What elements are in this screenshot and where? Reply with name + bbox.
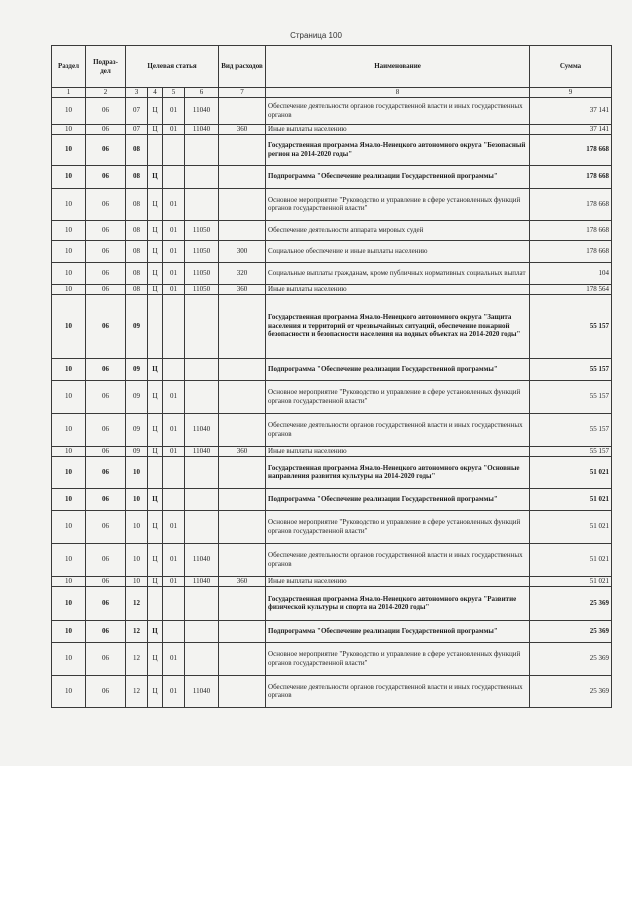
program-code-cell: 08 — [126, 262, 148, 284]
razdel-cell: 10 — [52, 97, 86, 124]
program-code-cell: 12 — [126, 620, 148, 642]
subprogram-code-cell: Ц — [148, 165, 163, 188]
razdel-cell: 10 — [52, 642, 86, 675]
name-cell: Иные выплаты населению — [266, 124, 530, 134]
event-code-cell: 01 — [163, 262, 185, 284]
table-row — [52, 124, 612, 134]
expense-type-cell — [219, 543, 266, 576]
razdel-cell: 10 — [52, 134, 86, 165]
header-razdel: Раздел — [52, 46, 86, 88]
sum-cell: 25 369 — [530, 642, 612, 675]
name-cell: Подпрограмма "Обеспечение реализации Государственной программы" — [266, 165, 530, 188]
name-cell: Основное мероприятие "Руководство и управление в сфере установленных функций органов государственной власти" — [266, 380, 530, 413]
header-summa: Сумма — [530, 46, 612, 88]
event-code-cell: 01 — [163, 576, 185, 586]
sum-cell: 51 021 — [530, 488, 612, 510]
expense-type-cell — [219, 97, 266, 124]
program-code-cell: 08 — [126, 284, 148, 294]
podrazdel-cell: 06 — [86, 413, 126, 446]
name-cell: Основное мероприятие "Руководство и управление в сфере установленных функций органов государственной власти" — [266, 642, 530, 675]
table-row — [52, 220, 612, 240]
podrazdel-cell: 06 — [86, 380, 126, 413]
subprogram-code-cell — [148, 456, 163, 488]
subprogram-code-cell: Ц — [148, 97, 163, 124]
expense-type-cell — [219, 620, 266, 642]
name-cell: Основное мероприятие "Руководство и управление в сфере установленных функций органов государственной власти" — [266, 188, 530, 220]
program-code-cell: 09 — [126, 413, 148, 446]
name-cell: Государственная программа Ямало-Ненецкого автономного округа "Защита населения и территорий от чрезвычайных ситуаций, обеспечение пожарной безопасности и безопасности населения на водных объектах на 2014-2020 годы" — [266, 294, 530, 358]
table-row — [52, 413, 612, 446]
subprogram-code-cell: Ц — [148, 413, 163, 446]
expense-type-cell — [219, 586, 266, 620]
podrazdel-cell: 06 — [86, 456, 126, 488]
sum-cell: 55 157 — [530, 358, 612, 380]
name-cell: Иные выплаты населению — [266, 284, 530, 294]
col-number: 9 — [530, 88, 612, 98]
podrazdel-cell: 06 — [86, 358, 126, 380]
sum-cell: 178 668 — [530, 134, 612, 165]
col-number: 6 — [185, 88, 219, 98]
razdel-cell: 10 — [52, 620, 86, 642]
event-code-cell — [163, 488, 185, 510]
event-code-cell: 01 — [163, 124, 185, 134]
event-code-cell — [163, 294, 185, 358]
subprogram-code-cell: Ц — [148, 620, 163, 642]
event-code-cell: 01 — [163, 97, 185, 124]
podrazdel-cell: 06 — [86, 446, 126, 456]
subprogram-code-cell: Ц — [148, 188, 163, 220]
expense-type-cell: 300 — [219, 240, 266, 262]
name-cell: Иные выплаты населению — [266, 446, 530, 456]
program-code-cell: 07 — [126, 124, 148, 134]
podrazdel-cell: 06 — [86, 586, 126, 620]
expense-type-cell — [219, 675, 266, 707]
sum-cell: 178 668 — [530, 240, 612, 262]
expense-type-cell — [219, 380, 266, 413]
event-code-cell: 01 — [163, 642, 185, 675]
podrazdel-cell: 06 — [86, 543, 126, 576]
event-code-cell — [163, 586, 185, 620]
razdel-cell: 10 — [52, 510, 86, 543]
sum-cell: 51 021 — [530, 576, 612, 586]
col-number: 8 — [266, 88, 530, 98]
table-row — [52, 134, 612, 165]
event-code-cell: 01 — [163, 675, 185, 707]
sum-cell: 178 668 — [530, 220, 612, 240]
direction-code-cell: 11050 — [185, 220, 219, 240]
razdel-cell: 10 — [52, 240, 86, 262]
program-code-cell: 07 — [126, 97, 148, 124]
program-code-cell: 10 — [126, 543, 148, 576]
program-code-cell: 12 — [126, 586, 148, 620]
program-code-cell: 09 — [126, 294, 148, 358]
program-code-cell: 09 — [126, 358, 148, 380]
program-code-cell: 10 — [126, 576, 148, 586]
razdel-cell: 10 — [52, 576, 86, 586]
razdel-cell: 10 — [52, 488, 86, 510]
sum-cell: 25 369 — [530, 586, 612, 620]
direction-code-cell — [185, 165, 219, 188]
direction-code-cell — [185, 620, 219, 642]
event-code-cell: 01 — [163, 188, 185, 220]
column-number-row — [52, 88, 612, 98]
expense-type-cell — [219, 642, 266, 675]
sum-cell: 55 157 — [530, 380, 612, 413]
program-code-cell: 09 — [126, 380, 148, 413]
table-row — [52, 446, 612, 456]
direction-code-cell: 11050 — [185, 240, 219, 262]
program-code-cell: 12 — [126, 675, 148, 707]
razdel-cell: 10 — [52, 543, 86, 576]
sum-cell: 51 021 — [530, 543, 612, 576]
subprogram-code-cell: Ц — [148, 262, 163, 284]
budget-table — [51, 45, 612, 708]
name-cell: Государственная программа Ямало-Ненецкого автономного округа "Безопасный регион на 2014-2020 годы" — [266, 134, 530, 165]
expense-type-cell — [219, 165, 266, 188]
program-code-cell: 10 — [126, 488, 148, 510]
subprogram-code-cell: Ц — [148, 675, 163, 707]
event-code-cell — [163, 134, 185, 165]
program-code-cell: 09 — [126, 446, 148, 456]
table-row — [52, 642, 612, 675]
event-code-cell — [163, 165, 185, 188]
direction-code-cell: 11040 — [185, 446, 219, 456]
program-code-cell: 08 — [126, 220, 148, 240]
table-row — [52, 586, 612, 620]
event-code-cell: 01 — [163, 510, 185, 543]
header-naimenovanie: Наименование — [266, 46, 530, 88]
name-cell: Обеспечение деятельности органов государственной власти и иных государственных органов — [266, 413, 530, 446]
event-code-cell: 01 — [163, 446, 185, 456]
header-podrazdel: Подраз-дел — [86, 46, 126, 88]
expense-type-cell — [219, 358, 266, 380]
direction-code-cell — [185, 134, 219, 165]
event-code-cell — [163, 456, 185, 488]
podrazdel-cell: 06 — [86, 284, 126, 294]
table-row — [52, 510, 612, 543]
direction-code-cell — [185, 488, 219, 510]
podrazdel-cell: 06 — [86, 488, 126, 510]
name-cell: Подпрограмма "Обеспечение реализации Государственной программы" — [266, 488, 530, 510]
podrazdel-cell: 06 — [86, 124, 126, 134]
program-code-cell: 10 — [126, 456, 148, 488]
table-row — [52, 358, 612, 380]
subprogram-code-cell: Ц — [148, 240, 163, 262]
table-header-row — [52, 46, 612, 88]
table-row — [52, 488, 612, 510]
event-code-cell — [163, 620, 185, 642]
podrazdel-cell: 06 — [86, 642, 126, 675]
header-vid-rashodov: Вид расходов — [219, 46, 266, 88]
table-row — [52, 456, 612, 488]
direction-code-cell: 11040 — [185, 124, 219, 134]
razdel-cell: 10 — [52, 456, 86, 488]
direction-code-cell — [185, 510, 219, 543]
podrazdel-cell: 06 — [86, 220, 126, 240]
expense-type-cell: 360 — [219, 446, 266, 456]
subprogram-code-cell: Ц — [148, 488, 163, 510]
table-row — [52, 188, 612, 220]
program-code-cell: 08 — [126, 188, 148, 220]
podrazdel-cell: 06 — [86, 576, 126, 586]
subprogram-code-cell: Ц — [148, 576, 163, 586]
direction-code-cell: 11040 — [185, 97, 219, 124]
razdel-cell: 10 — [52, 446, 86, 456]
event-code-cell: 01 — [163, 543, 185, 576]
table-row — [52, 284, 612, 294]
sum-cell: 51 021 — [530, 456, 612, 488]
razdel-cell: 10 — [52, 165, 86, 188]
table-row — [52, 543, 612, 576]
expense-type-cell — [219, 220, 266, 240]
program-code-cell: 08 — [126, 240, 148, 262]
name-cell: Социальные выплаты гражданам, кроме публичных нормативных социальных выплат — [266, 262, 530, 284]
sum-cell: 37 141 — [530, 124, 612, 134]
expense-type-cell — [219, 413, 266, 446]
table-row — [52, 262, 612, 284]
expense-type-cell — [219, 488, 266, 510]
sum-cell: 51 021 — [530, 510, 612, 543]
col-number: 7 — [219, 88, 266, 98]
header-celevaya-statya: Целевая статья — [126, 46, 219, 88]
razdel-cell: 10 — [52, 675, 86, 707]
podrazdel-cell: 06 — [86, 165, 126, 188]
subprogram-code-cell — [148, 586, 163, 620]
sum-cell: 178 668 — [530, 188, 612, 220]
razdel-cell: 10 — [52, 413, 86, 446]
sum-cell: 55 157 — [530, 294, 612, 358]
subprogram-code-cell: Ц — [148, 446, 163, 456]
direction-code-cell: 11050 — [185, 262, 219, 284]
event-code-cell: 01 — [163, 220, 185, 240]
sum-cell: 37 141 — [530, 97, 612, 124]
podrazdel-cell: 06 — [86, 620, 126, 642]
program-code-cell: 10 — [126, 510, 148, 543]
sum-cell: 25 369 — [530, 620, 612, 642]
sum-cell: 55 157 — [530, 446, 612, 456]
subprogram-code-cell: Ц — [148, 380, 163, 413]
razdel-cell: 10 — [52, 294, 86, 358]
direction-code-cell: 11040 — [185, 413, 219, 446]
expense-type-cell: 360 — [219, 124, 266, 134]
razdel-cell: 10 — [52, 586, 86, 620]
table-row — [52, 576, 612, 586]
podrazdel-cell: 06 — [86, 294, 126, 358]
table-row — [52, 380, 612, 413]
col-number: 5 — [163, 88, 185, 98]
direction-code-cell: 11050 — [185, 284, 219, 294]
subprogram-code-cell: Ц — [148, 510, 163, 543]
col-number: 3 — [126, 88, 148, 98]
sum-cell: 178 564 — [530, 284, 612, 294]
table-row — [52, 294, 612, 358]
subprogram-code-cell: Ц — [148, 642, 163, 675]
event-code-cell — [163, 358, 185, 380]
name-cell: Иные выплаты населению — [266, 576, 530, 586]
razdel-cell: 10 — [52, 124, 86, 134]
podrazdel-cell: 06 — [86, 188, 126, 220]
event-code-cell: 01 — [163, 240, 185, 262]
table-row — [52, 620, 612, 642]
sum-cell: 104 — [530, 262, 612, 284]
table-row — [52, 675, 612, 707]
sum-cell: 25 369 — [530, 675, 612, 707]
podrazdel-cell: 06 — [86, 510, 126, 543]
event-code-cell: 01 — [163, 413, 185, 446]
subprogram-code-cell: Ц — [148, 543, 163, 576]
name-cell: Обеспечение деятельности органов государственной власти и иных государственных органов — [266, 543, 530, 576]
col-number: 4 — [148, 88, 163, 98]
subprogram-code-cell: Ц — [148, 124, 163, 134]
col-number: 2 — [86, 88, 126, 98]
direction-code-cell — [185, 586, 219, 620]
name-cell: Государственная программа Ямало-Ненецкого автономного округа "Развитие физической культуры и спорта на 2014-2020 годы" — [266, 586, 530, 620]
subprogram-code-cell: Ц — [148, 284, 163, 294]
razdel-cell: 10 — [52, 188, 86, 220]
name-cell: Государственная программа Ямало-Ненецкого автономного округа "Основные направления развития культуры на 2014-2020 годы" — [266, 456, 530, 488]
podrazdel-cell: 06 — [86, 262, 126, 284]
subprogram-code-cell — [148, 134, 163, 165]
name-cell: Обеспечение деятельности органов государственной власти и иных государственных органов — [266, 675, 530, 707]
program-code-cell: 08 — [126, 134, 148, 165]
direction-code-cell: 11040 — [185, 576, 219, 586]
direction-code-cell — [185, 188, 219, 220]
expense-type-cell — [219, 134, 266, 165]
expense-type-cell: 360 — [219, 576, 266, 586]
page-number-label: Страница 100 — [290, 31, 342, 40]
event-code-cell: 01 — [163, 380, 185, 413]
sum-cell: 55 157 — [530, 413, 612, 446]
expense-type-cell: 320 — [219, 262, 266, 284]
podrazdel-cell: 06 — [86, 97, 126, 124]
direction-code-cell — [185, 358, 219, 380]
direction-code-cell: 11040 — [185, 543, 219, 576]
direction-code-cell — [185, 642, 219, 675]
direction-code-cell — [185, 380, 219, 413]
direction-code-cell: 11040 — [185, 675, 219, 707]
razdel-cell: 10 — [52, 220, 86, 240]
name-cell: Социальное обеспечение и иные выплаты населению — [266, 240, 530, 262]
expense-type-cell: 360 — [219, 284, 266, 294]
direction-code-cell — [185, 294, 219, 358]
direction-code-cell — [185, 456, 219, 488]
razdel-cell: 10 — [52, 262, 86, 284]
podrazdel-cell: 06 — [86, 675, 126, 707]
name-cell: Подпрограмма "Обеспечение реализации Государственной программы" — [266, 358, 530, 380]
podrazdel-cell: 06 — [86, 134, 126, 165]
subprogram-code-cell: Ц — [148, 358, 163, 380]
table-row — [52, 97, 612, 124]
event-code-cell: 01 — [163, 284, 185, 294]
expense-type-cell — [219, 294, 266, 358]
razdel-cell: 10 — [52, 284, 86, 294]
expense-type-cell — [219, 188, 266, 220]
razdel-cell: 10 — [52, 380, 86, 413]
razdel-cell: 10 — [52, 358, 86, 380]
col-number: 1 — [52, 88, 86, 98]
expense-type-cell — [219, 510, 266, 543]
sum-cell: 178 668 — [530, 165, 612, 188]
table-row — [52, 165, 612, 188]
subprogram-code-cell: Ц — [148, 220, 163, 240]
name-cell: Основное мероприятие "Руководство и управление в сфере установленных функций органов государственной власти" — [266, 510, 530, 543]
table-row — [52, 240, 612, 262]
expense-type-cell — [219, 456, 266, 488]
program-code-cell: 08 — [126, 165, 148, 188]
name-cell: Обеспечение деятельности аппарата мировых судей — [266, 220, 530, 240]
name-cell: Подпрограмма "Обеспечение реализации Государственной программы" — [266, 620, 530, 642]
program-code-cell: 12 — [126, 642, 148, 675]
name-cell: Обеспечение деятельности органов государственной власти и иных государственных органов — [266, 97, 530, 124]
podrazdel-cell: 06 — [86, 240, 126, 262]
subprogram-code-cell — [148, 294, 163, 358]
